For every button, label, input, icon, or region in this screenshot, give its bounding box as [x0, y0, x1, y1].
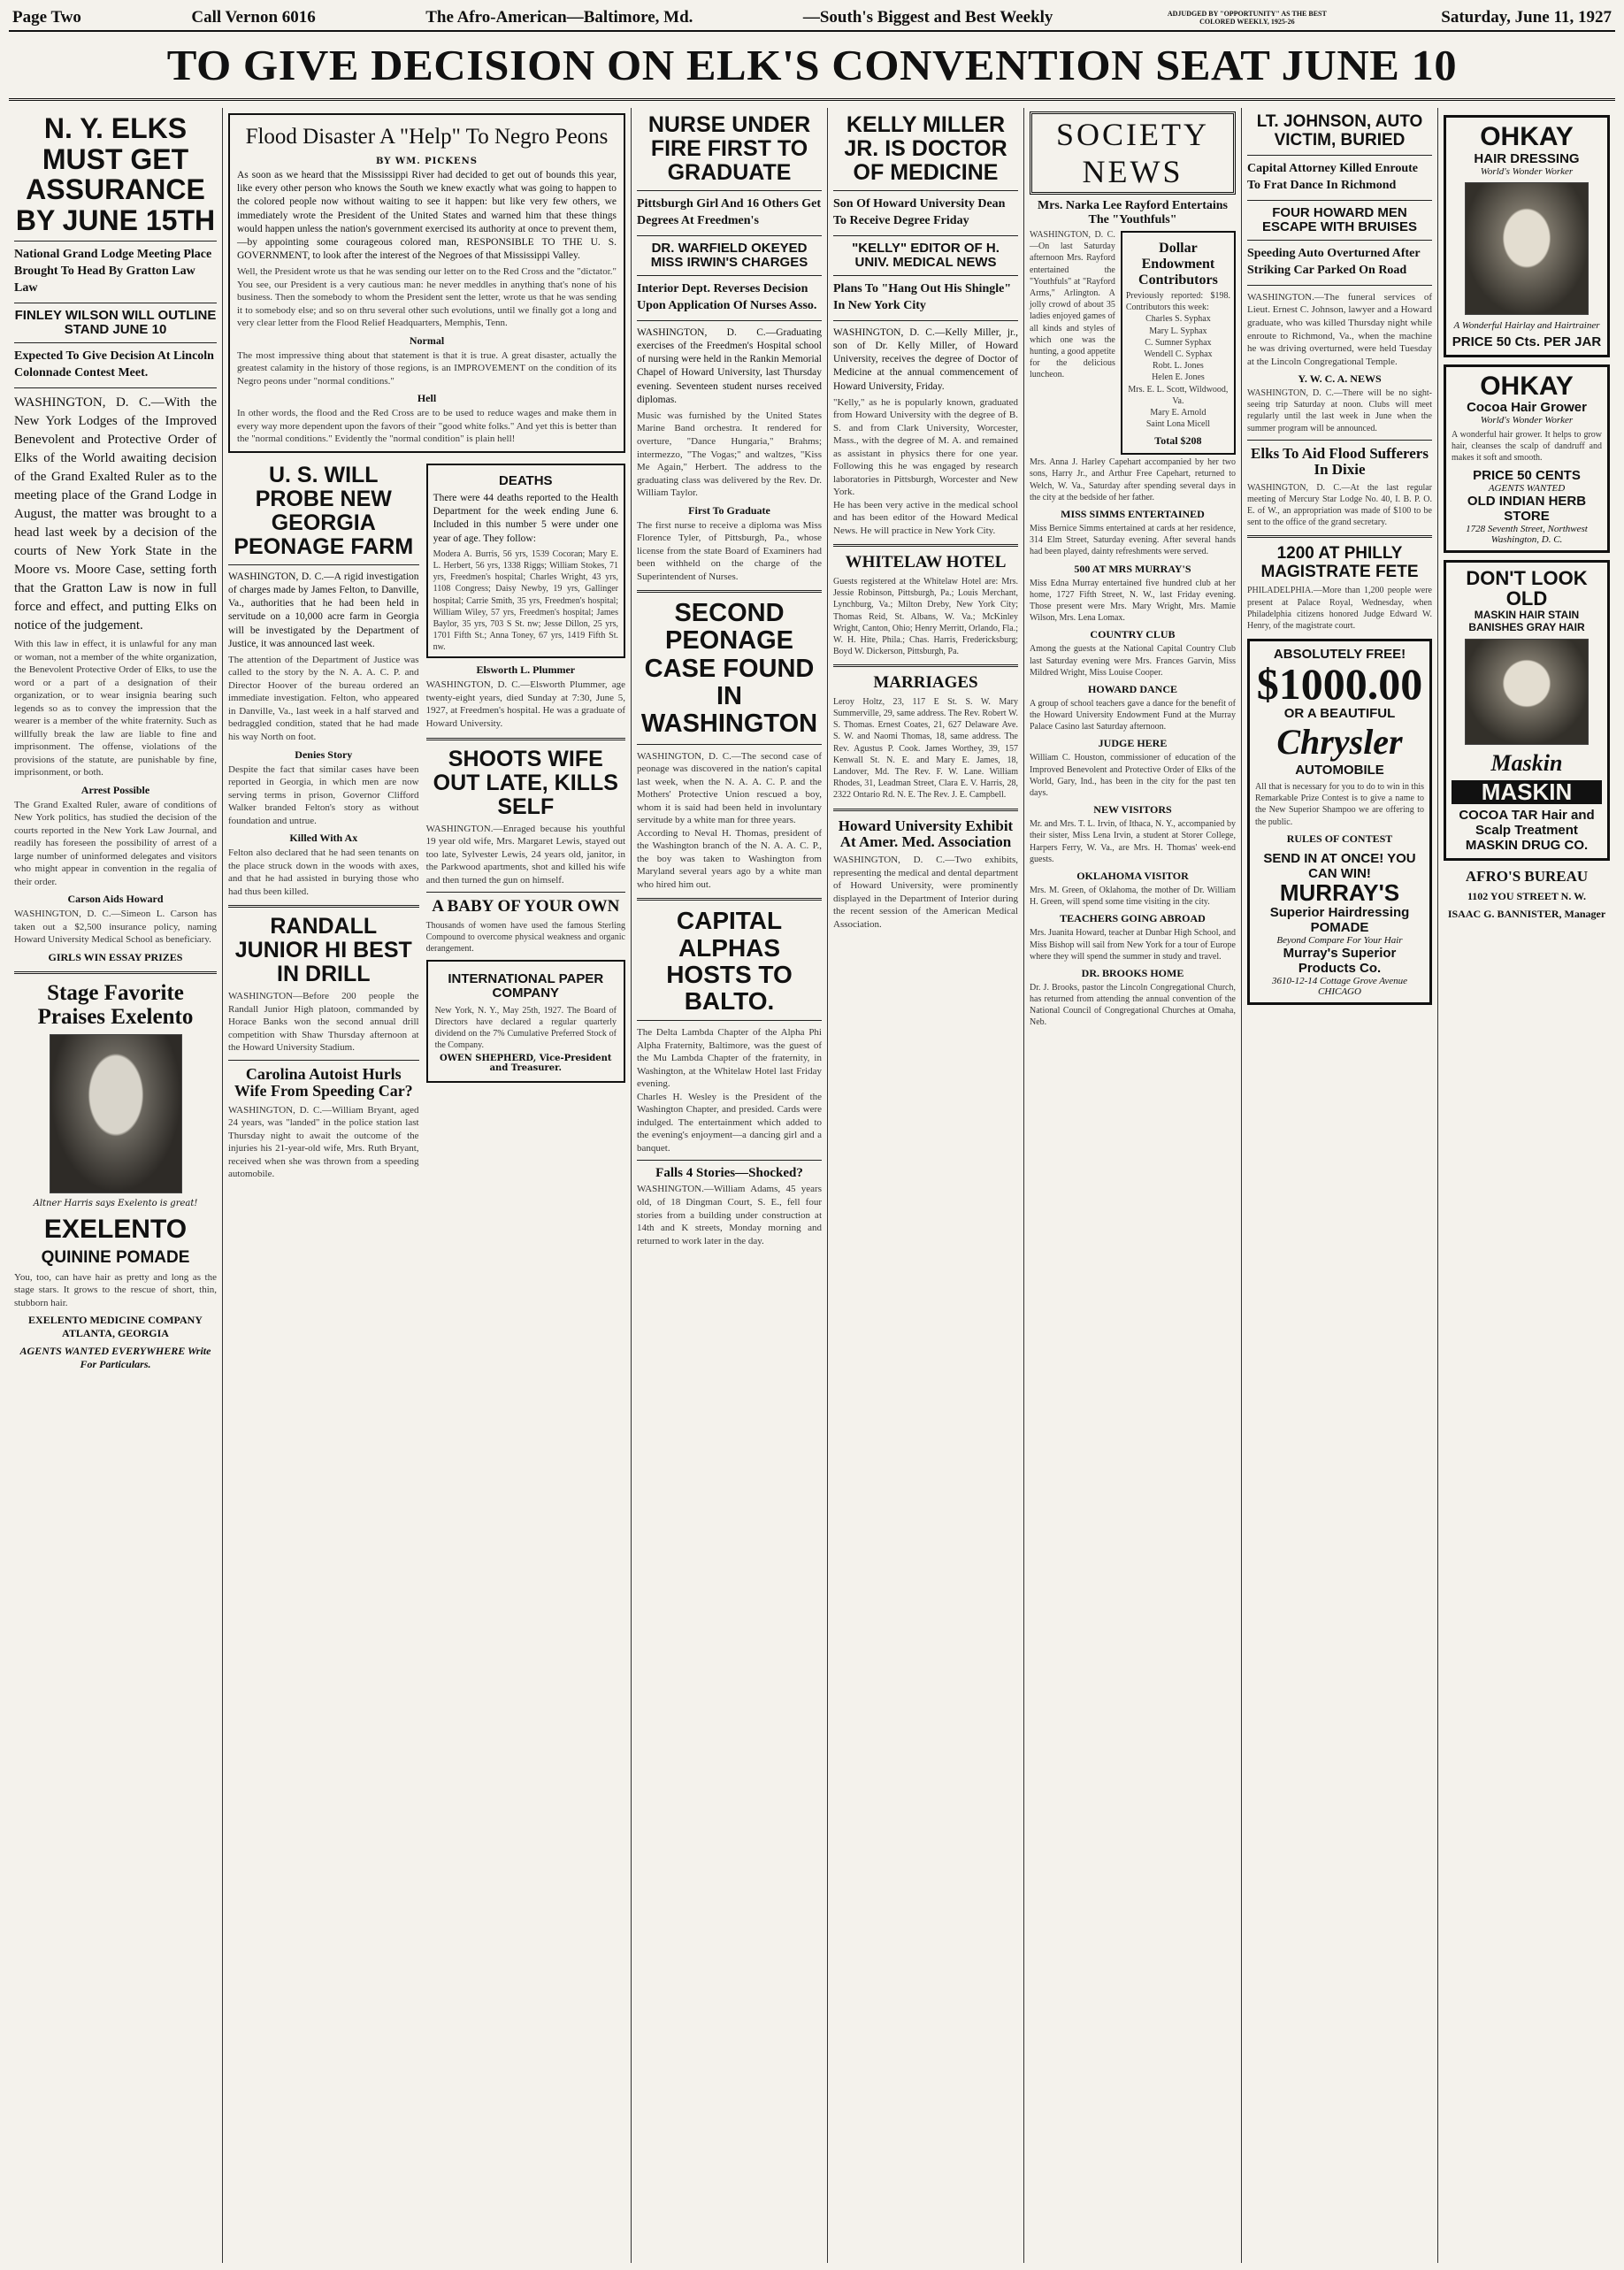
elks-deck-2: FINLEY WILSON WILL OUTLINE STAND JUNE 10: [14, 307, 217, 338]
maskin-company: MASKIN DRUG CO.: [1465, 838, 1589, 854]
flood-box: Flood Disaster A "Help" To Negro Peons BY WM. PICKENS As soon as we heard that the Mississippi River had decided to get out of bounds this year, like every other person who knows the South we knew exactly what was going to happen to the colored people now without waiting to see it happen: but like very few others, we immediately wrote the President of the United States and warned him that these things would happen unless the nation's government exercised its authority at once to prevent them,—by appointing some courageous colored man, RESPONSIBLE TO THE U. S. GOVERNMENT, to look after the interest of the Negroes of that Mississippi Valley. Well, the President wrote us that he was sending our letter on to the Red Cross and the "dictator." You see, our President is a very cautious man: he never meddles in anything that's none of his business. Then the somebody to whom the President sent the letter, wrote us that he was sending it to somebody else; and so on thru several other such evolutions, until we finally got a long and very clear letter from the Flood Relief Headquarters, Memphis, Tenn. Normal The most impressive thing about that statement is that it is true. A great disaster, actually the greatest calamity in the history of those regions, is an IMPROVEMENT on the condition of its Negro peons under "normal conditions." Hell In other words, the flood and the Red Cross are to be used to reduce wages and make them in every way more dependent upon the favors of their "good white folks." And yet this is better than the "normal conditions." Evidently the "normal condition" is plain hell!: [228, 113, 625, 453]
flood-byline: BY WM. PICKENS: [376, 157, 478, 166]
peonage-farm-lead: WASHINGTON, D. C.—A rigid investigation of charges made by James Felton, to Danville, Va., authorities that he had been held in servitude on a 10,000 acre farm in Georgia will be investigated by the Department of Justice, it was announced last week.: [228, 571, 419, 649]
exelento-ad-head: Stage Favorite Praises Exelento: [37, 980, 194, 1029]
simms-sub: MISS SIMMS ENTERTAINED: [1061, 508, 1205, 520]
oklahoma-sub: OKLAHOMA VISITOR: [1076, 869, 1189, 882]
elks-deck-3: Expected To Give Decision At Lincoln Colonnade Contest Meet.: [14, 349, 214, 380]
column-2-left: U. S. WILL PROBE NEW GEORGIA PEONAGE FARM WASHINGTON, D. C.—A rigid investigation of charges made by James Felton, to Danville, Va., authorities that he had been held in servitude on a 10,000 acre farm in Georgia will be investigated by the Department of Justice, it was announced last week. The attention of the Department of Justice was called to the story by the N. A. A. C. P. and Director Hoover of the bureau ordered an immediate investigation. Felton, who appeared in Danville, Va., last week in a half starved and bedraggled condition, stated that he had made his way North on foot. Denies Story Despite the fact that similar cases have been reported in Georgia, in which men are now serving terms in prison, Governor Clifford Walker branded Felton's story as without foundation and untrue. Killed With Ax Felton also declared that he had seen tenants on the place struck down in the woods with axes, and that he had assisted in burying those who had thus been killed. RANDALL JUNIOR HI BEST IN DRILL WASHINGTON—Before 200 people the Randall Junior High platoon, commanded by Horace Banks won the second annual drill competition with Shaw Thursday afternoon at the Howard University Stadium. Carolina Autoist Hurls Wife From Speeding Car? WASHINGTON, D. C.—William Bryant, aged 24 years, was "landed" in the police station last Thursday night to await the outcome of the injuries his 21-year-old wife, Mrs. Ruth Bryant, received when she was thrown from a speeding automobile.: [228, 462, 419, 1180]
column-3: NURSE UNDER FIRE FIRST TO GRADUATE Pittsburgh Girl And 16 Others Get Degrees At Freedmen's DR. WARFIELD OKEYED MISS IRWIN'S CHARGES Interior Dept. Reverses Decision Upon Application Of Nurses Asso. WASHINGTON, D. C.—Graduating exercises of the Freedmen's Hospital school of nursing were held in the Rankin Memorial Chapel of Howard University, last Thursday evening. Seventeen student nurses received diplomas. Music was furnished by the United States Marine Band orchestra. It rendered for overture, "Dance Hungaria," Brahms; intermezzo, "The Vogas;" and waltzes, "Kiss Me Again," Herbert. The address to the graduating class was delivered by the Rev. Dr. William Taylor. First To Graduate The first nurse to receive a diploma was Miss Florence Tyler, of Pittsburgh, Pa., whose license from the state Board of Examiners had been withheld on the charge of the Superintendent of Nurses. SECOND PEONAGE CASE FOUND IN WASHINGTON WASHINGTON, D. C.—The second case of peonage was discovered in the nation's capital last week, when the N. A. A. C. P. and the Mothers' Protective Union rescued a boy, whom it is said had been held in involuntary servitude by a white man for three years. According to Neval H. Thomas, president of the Washington branch of the N. A. A. C. P., the boy was taken to Washington from Maryland several years ago by a white man who hired him out. CAPITAL ALPHAS HOSTS TO BALTO. The Delta Lambda Chapter of the Alpha Phi Alpha Fraternity, Baltimore, was the guest of the Mu Lambda Chapter of the fraternity, in Washington, at the Whitelaw Hotel last Friday evening. Charles H. Wesley is the President of the Washington Chapter, and presided. Cards were indulged. The entertainment which added to the evening's enjoyment—a dancing girl and a banquet. Falls 4 Stories—Shocked? WASHINGTON.—William Adams, 45 years old, of 18 Dingman Court, S. E., fell four stories from a building under construction at 14th and K streets, Monday morning and returned to work later in the day.: [632, 108, 828, 2263]
ohkay-name-2: OHKAY: [1480, 371, 1574, 401]
whitelaw-headline: WHITELAW HOTEL: [845, 553, 1007, 572]
maskin-sub: MASKIN HAIR STAIN BANISHES GRAY HAIR: [1468, 608, 1585, 633]
plummer-sub: Elsworth L. Plummer: [476, 663, 576, 677]
exelento-agents: AGENTS WANTED EVERYWHERE Write For Particulars.: [19, 1345, 211, 1371]
actress-photo: [50, 1034, 182, 1193]
maskin-brand: MASKIN: [1452, 780, 1602, 804]
country-club-sub: COUNTRY CLUB: [1090, 628, 1176, 641]
second-peonage-headline: SECOND PEONAGE CASE FOUND IN WASHINGTON: [640, 599, 818, 739]
phone: Call Vernon 6016: [191, 8, 316, 27]
masthead: [9, 5, 1615, 32]
murray-rules: RULES OF CONTEST: [1286, 832, 1393, 845]
society-news-title: SOCIETY NEWS: [1030, 111, 1236, 195]
herb-store-address: 1728 Seventh Street, Northwest Washington, D. C.: [1466, 523, 1588, 545]
nurse-deck: Pittsburgh Girl And 16 Others Get Degrees At Freedmen's: [637, 197, 822, 227]
essay-prizes-sub: GIRLS WIN ESSAY PRIZES: [48, 950, 183, 963]
rayford-headline: Mrs. Narka Lee Rayford Entertains The "Youthfuls": [1037, 199, 1229, 226]
johnson-headline: LT. JOHNSON, AUTO VICTIM, BURIED: [1256, 112, 1423, 150]
judge-sub: JUDGE HERE: [1098, 737, 1168, 750]
ohkay-ad-2: OHKAY Cocoa Hair Grower World's Wonder Worker A wonderful hair grower. It helps to grow hair, cleanses the scalp of dandruff and makes it soft and smooth. PRICE 50 CENTS AGENTS WANTED OLD INDIAN HERB STORE 1728 Seventh Street, Northwest Washington, D. C.: [1444, 364, 1610, 553]
columns: [9, 108, 1615, 2263]
award-note: ADJUDGED BY "OPPORTUNITY" AS THE BEST COLORED WEEKLY, 1925-26: [1167, 10, 1327, 26]
photo-caption: Altner Harris says Exelento is great!: [33, 1198, 198, 1208]
ohkay-price-1: PRICE 50 Cts. PER JAR: [1452, 334, 1602, 349]
page-number: Page Two: [12, 8, 81, 27]
first-graduate-sub: First To Graduate: [688, 503, 770, 517]
column-4: KELLY MILLER JR. IS DOCTOR OF MEDICINE Son Of Howard University Dean To Receive Degree Friday "KELLY" EDITOR OF H. UNIV. MEDICAL NEWS Plans To "Hang Out His Shingle" In New York City WASHINGTON, D. C.—Kelly Miller, jr., son of Dr. Kelly Miller, of Howard University, receives the degree of Doctor of Medicine at the annual commencement of Howard University, Friday. "Kelly," as he is popularly known, graduated from Howard University with the degree of B. S. and from Clark University, Worcester, Mass., with the degree of M. A. and remained as assistant in physics there for one year. Following this he was engaged by research laboratories in Pittsburgh, Worcester and New York. He has been very active in the medical school and has been editor of the Howard Medical News. He will practice in New York City. WHITELAW HOTEL Guests registered at the Whitelaw Hotel are: Mrs. Jessie Robinson, Pittsburgh, Pa.; Louis Merchant, Lynchburg, Va.; Milton Dreby, New York City; Thomas Reid, St. Albans, W. Va.; McKinley Wright, Canton, Ohio; Henry Merritt, Orlando, Fla.; W. H. Hite, Phila.; Chas. Harris, Fredericksburg; Boyd W. Dickerson, Pittsburgh, Pa. MARRIAGES Leroy Holtz, 23, 117 E St. S. W. Mary Summerville, 29, same address. The Rev. Robert W. S. Thomas. Ernest Coates, 21, 627 Delaware Ave. S. W. and Naomi Thomas, 18, same address. The Rev. Agustus P. Cook. James Worthey, 39, 157 Kenwall St. N. E. and Mary E. James, 18, Landover, Md. The Rev. F. W. Lane. William Rhodes, 31, Leadman Street, Clara E. V. Harris, 28, 2322 Ontario Rd. N. E. The Rev. J. E. Campbell. Howard University Exhibit At Amer. Med. Association WASHINGTON, D. C.—Two exhibits, representing the medical and dental department of Howard University, were prominently displayed in the Department of Interior during the recent session of the American Medical Association.: [828, 108, 1024, 2263]
murray-ad: ABSOLUTELY FREE! $1000.00 OR A BEAUTIFUL Chrysler AUTOMOBILE All that is necessary for you to do to win in this Remarkable Prize Contest is to give a name to the New Superior Shampoo we are offering to the public. RULES OF CONTEST SEND IN AT ONCE! YOU CAN WIN! MURRAY'S Superior Hairdressing POMADE Beyond Compare For Your Hair Murray's Superior Products Co. 3610-12-14 Cottage Grove Avenue CHICAGO: [1247, 639, 1432, 1005]
exelento-company: EXELENTO MEDICINE COMPANY ATLANTA, GEORGIA: [28, 1314, 203, 1340]
murray-send: SEND IN AT ONCE! YOU CAN WIN!: [1263, 850, 1416, 881]
flood-lead: As soon as we heard that the Mississippi River had decided to get out of bounds this year, like every other person who knows the South we knew exactly what was going to happen to the colored people now without waiting to see it happen: but like very few others, we immediately wrote the President of the United States and warned him that these things would happen unless the nation's government exercised its authority at once to prevent them,—by appointing some courageous colored man, RESPONSIBLE TO THE U. S. GOVERNMENT, to look after the interest of the Negroes of that Mississippi Valley.: [237, 170, 617, 262]
column-6: LT. JOHNSON, AUTO VICTIM, BURIED Capital Attorney Killed Enroute To Frat Dance In Richmond FOUR HOWARD MEN ESCAPE WITH BRUISES Speeding Auto Overturned After Striking Car Parked On Road WASHINGTON.—The funeral services of Lieut. Ernest C. Johnson, lawyer and a Howard graduate, who was killed Thursday night while enroute to Richmond, Va., when the machine he was driving overturned, were held Tuesday at the Lincoln Congregational Temple. Y. W. C. A. NEWS WASHINGTON, D. C.—There will be no sight-seeing trip Saturday at noon. Clubs will meet regularly until the last week in June when the summer program will be announced. Elks To Aid Flood Sufferers In Dixie WASHINGTON, D. C.—At the last regular meeting of Mercury Star Lodge No. 40, I. B. P. O. E. of W., an appropriation was made of $100 to be sent to the office of the grand secretary. 1200 AT PHILLY MAGISTRATE FETE PHILADELPHIA.—More than 1,200 people were present at Palace Royal, Wednesday, when Philadelphia citizens honored Judge Edward W. Henry, of the magistrate court. ABSOLUTELY FREE! $1000.00 OR A BEAUTIFUL Chrysler AUTOMOBILE All that is necessary for you to do to win in this Remarkable Prize Contest is to give a name to the New Superior Shampoo we are offering to the public. RULES OF CONTEST SEND IN AT ONCE! YOU CAN WIN! MURRAY'S Superior Hairdressing POMADE Beyond Compare For Your Hair Murray's Superior Products Co. 3610-12-14 Cottage Grove Avenue CHICAGO: [1242, 108, 1438, 2263]
murray-automobile: AUTOMOBILE: [1295, 763, 1384, 778]
visitors-sub: NEW VISITORS: [1093, 803, 1172, 817]
murray-company: Murray's Superior Products Co.: [1283, 946, 1397, 977]
maskin-ad: [1444, 560, 1610, 861]
afro-bureau-manager: ISAAC G. BANNISTER, Manager: [1447, 908, 1606, 921]
woman-portrait-2: [1465, 639, 1589, 745]
endowment-title: Dollar Endowment Contributors: [1138, 241, 1218, 288]
deaths-box: DEATHS There were 44 deaths reported to the Health Department for the week ending June 6. Included in this number 5 were under one year of age. They follow: Modera A. Burris, 56 yrs, 1539 Cocoran; Mary E. L. Herbert, 56 yrs, 1338 Riggs; William Stokes, 71 yrs, Freedmen's hospital; Charles Wright, 43 yrs, 1108 Congress; Daisy Newby, 19 yrs, Gallinger hospital; Carrie Smith, 35 yrs, Freedmen's hospital; William Wiley, 57 yrs, Freedmen's hospital; James Baylor, 35 yrs, 703 S St. nw; Jesse Dillon, 25 yrs, 1701 Fifth St.; Anna Toney, 67 yrs, 1419 Fifth St. nw.: [426, 464, 625, 659]
marriages-headline: MARRIAGES: [873, 673, 978, 693]
elks-aid-headline: Elks To Aid Flood Sufferers In Dixie: [1251, 444, 1429, 479]
normal-sub: Normal: [409, 334, 445, 347]
kelly-headline: KELLY MILLER JR. IS DOCTOR OF MEDICINE: [844, 112, 1007, 185]
teachers-sub: TEACHERS GOING ABROAD: [1060, 912, 1206, 925]
kelly-deck: Son Of Howard University Dean To Receive Degree Friday: [833, 197, 1006, 227]
afro-bureau-address: 1102 YOU STREET N. W.: [1467, 890, 1587, 903]
murray-name: MURRAY'S: [1279, 878, 1400, 906]
column-2: [223, 108, 632, 2263]
murray-pomade: Superior Hairdressing POMADE: [1269, 905, 1410, 936]
intl-paper-box: INTERNATIONAL PAPER COMPANY New York, N. Y., May 25th, 1927. The Board of Directors have declared a regular quarterly dividend on the 7% Cumulative Preferred Stock of the Company. OWEN SHEPHERD, Vice-President and Treasurer.: [426, 960, 625, 1083]
murray-beyond: Beyond Compare For Your Hair: [1276, 935, 1403, 947]
johnson-deck: Capital Attorney Killed Enroute To Frat Dance In Richmond: [1247, 162, 1419, 192]
alphas-headline: CAPITAL ALPHAS HOSTS TO BALTO.: [666, 907, 793, 1016]
column-2-right: DEATHS There were 44 deaths reported to the Health Department for the week ending June 6. Included in this number 5 were under one year of age. They follow: Modera A. Burris, 56 yrs, 1539 Cocoran; Mary E. L. Herbert, 56 yrs, 1338 Riggs; William Stokes, 71 yrs, Freedmen's hospital; Charles Wright, 43 yrs, 1108 Congress; Daisy Newby, 19 yrs, Gallinger hospital; Carrie Smith, 35 yrs, Freedmen's hospital; William Wiley, 57 yrs, Freedmen's hospital; James Baylor, 35 yrs, 703 S St. nw; Jesse Dillon, 25 yrs, 1701 Fifth St.; Anna Toney, 67 yrs, 1419 Fifth St. nw. Elsworth L. Plummer WASHINGTON, D. C.—Elsworth Plummer, age twenty-eight years, died Sunday at 7:30, June 5, 1927, at Freedmen's hospital. He was a graduate of Howard University. SHOOTS WIFE OUT LATE, KILLS SELF WASHINGTON.—Enraged because his youthful 19 year old wife, Mrs. Margaret Lewis, stayed out too late, Sylvester Lewis, 24 years old, janitor, in the Parkwood apartments, shot and killed his wife and then turned the gun on himself. A BABY OF YOUR OWN Thousands of women have used the famous Sterling Compound to overcome physical weakness and organic derangement. INTERNATIONAL PAPER COMPANY New York, N. Y., May 25th, 1927. The Board of Directors have declared a regular quarterly dividend on the 7% Cumulative Preferred Stock of the Company. OWEN SHEPHERD, Vice-President and Treasurer.: [426, 458, 625, 1181]
kelly-editor-headline: "KELLY" EDITOR OF H. UNIV. MEDICAL NEWS: [852, 240, 1000, 270]
kelly-lead: WASHINGTON, D. C.—Kelly Miller, jr., son of Dr. Kelly Miller, of Howard University, receives the degree of Doctor of Medicine at the annual commencement of Howard University, Friday.: [833, 326, 1018, 392]
carson-sub: Carson Aids Howard: [67, 893, 164, 906]
elks-headline: N. Y. ELKS MUST GET ASSURANCE BY JUNE 15TH: [15, 112, 216, 236]
column-7: [1438, 108, 1615, 2263]
killed-with-ax-sub: Killed With Ax: [289, 832, 358, 845]
ohkay-price-2: PRICE 50 CENTS: [1473, 467, 1581, 483]
exelento-name: EXELENTO: [43, 1214, 188, 1244]
exelento-product: QUININE POMADE: [41, 1248, 190, 1268]
elks-deck-1: National Grand Lodge Meeting Place Brought To Head By Gratton Law Law: [14, 248, 212, 295]
hell-sub: Hell: [417, 392, 437, 405]
arrest-possible-sub: Arrest Possible: [80, 783, 150, 796]
slogan: —South's Biggest and Best Weekly: [802, 8, 1053, 27]
four-howard-headline: FOUR HOWARD MEN ESCAPE WITH BRUISES: [1261, 204, 1418, 234]
maskin-head: DON'T LOOK OLD: [1466, 566, 1588, 610]
endowment-total: Total $208: [1154, 434, 1202, 448]
exhibit-headline: Howard University Exhibit At Amer. Med. Association: [838, 817, 1014, 850]
baby-headline: A BABY OF YOUR OWN: [432, 897, 620, 916]
four-howard-deck: Speeding Auto Overturned After Striking Car Parked On Road: [1247, 247, 1421, 278]
denies-story-sub: Denies Story: [295, 748, 353, 761]
murray-chrysler: Chrysler: [1276, 722, 1403, 763]
banner-headline: TO GIVE DECISION ON ELK'S CONVENTION SEAT JUNE 10: [166, 41, 1458, 89]
endowment-lead: Previously reported: $198. Contributors this week:: [1125, 291, 1230, 313]
warfield-deck: Interior Dept. Reverses Decision Upon Application Of Nurses Asso.: [637, 282, 817, 313]
elks-lead: WASHINGTON, D. C.—With the New York Lodges of the Improved Benevolent and Protective Order of Elks of the World awaiting decision of the Grand Exalted Ruler as to the meeting place of the Grand Lodge in August, the matter was brought to a head last week by a decision of the courts of New York State in the Moore vs. Moore Case, setting forth that the Gratton Law is now in full force and effect, and putting Elks on notice of the judgement.: [14, 395, 217, 633]
shoots-wife-headline: SHOOTS WIFE OUT LATE, KILLS SELF: [433, 746, 618, 819]
ohkay-tag-1: World's Wonder Worker: [1480, 165, 1574, 177]
ohkay-ad-1: [1444, 115, 1610, 357]
endowment-box: Dollar Endowment Contributors Previously reported: $198. Contributors this week: Charles S. Syphax Mary L. Syphax C. Sumner Syphax Wendell C. Syphax Robt. L. Jones Helen E. Jones Mrs. E. L. Scott, Wildwood, Va. Mary E. Arnold Saint Lona Micell Total $208: [1121, 231, 1236, 455]
murray-absolutely: ABSOLUTELY FREE!: [1273, 647, 1406, 663]
herb-store: OLD INDIAN HERB STORE: [1467, 493, 1587, 524]
nurse-headline: NURSE UNDER FIRE FIRST TO GRADUATE: [647, 112, 811, 185]
issue-date: Saturday, June 11, 1927: [1441, 8, 1612, 27]
afro-bureau: AFRO'S BUREAU: [1465, 868, 1589, 886]
deaths-lead: There were 44 deaths reported to the Health Department for the week ending June 6. Included in this number 5 were under one year of age. They follow:: [433, 493, 618, 544]
maskin-name: Maskin: [1490, 749, 1563, 776]
woman-portrait-1: [1465, 182, 1589, 315]
ohkay-product-1: HAIR DRESSING: [1474, 150, 1580, 166]
ohkay-tag-1b: A Wonderful Hairlay and Hairtrainer: [1453, 319, 1600, 331]
howard-dance-sub: HOWARD DANCE: [1087, 682, 1177, 695]
deaths-headline: DEATHS: [499, 472, 553, 488]
randall-headline: RANDALL JUNIOR HI BEST IN DRILL: [234, 914, 412, 987]
brooks-sub: DR. BROOKS HOME: [1081, 966, 1184, 979]
warfield-headline: DR. WARFIELD OKEYED MISS IRWIN'S CHARGES: [650, 240, 808, 270]
nurse-lead: WASHINGTON, D. C.—Graduating exercises of the Freedmen's Hospital school of nursing were held in the Rankin Memorial Chapel of Howard University, last Thursday evening. Seventeen student nurses received diplomas.: [637, 326, 822, 405]
ywca-sub: Y. W. C. A. NEWS: [1298, 372, 1382, 386]
ohkay-product-2: Cocoa Hair Grower: [1467, 400, 1587, 415]
murray-money: $1000.00: [1256, 659, 1423, 709]
falls-headline: Falls 4 Stories—Shocked?: [655, 1166, 803, 1181]
newspaper-page: [9, 5, 1615, 2263]
murray-address: 3610-12-14 Cottage Grove Avenue CHICAGO: [1271, 976, 1408, 998]
peonage-farm-headline: U. S. WILL PROBE NEW GEORGIA PEONAGE FARM: [234, 462, 414, 559]
column-5: SOCIETY NEWS Mrs. Narka Lee Rayford Entertains The "Youthfuls" WASHINGTON, D. C.—On last Saturday afternoon Mrs. Rayford entertained the "Youthfuls" at "Rayford Arms," Arlington. A jolly crowd of about 35 ladies enjoyed games of all kinds and styles of which one was the hunting, a good appetite for the delicious luncheon. Dollar Endowment Contributors Previously reported: $198. Contributors this week: Charles S. Syphax Mary L. Syphax C. Sumner Syphax Wendell C. Syphax Robt. L. Jones Helen E. Jones Mrs. E. L. Scott, Wildwood, Va. Mary E. Arnold Saint Lona Micell Total $208 Mrs. Anna J. Harley Capehart accompanied by her two sons, Harry Jr., and Arthur Free Capehart, returned to Welch, W. Va., Saturday after spending several days in the city at the bedside of her father. MISS SIMMS ENTERTAINED Miss Bernice Simms entertained at cards at her residence, 314 Elm Street, Saturday evening. After several hands had been played, dainty refreshments were served. 500 AT MRS MURRAY'S Miss Edna Murray entertained five hundred club at her home, 1727 Fifth Street, N. W., last Friday evening. Those present were Mrs. Mary Wright, Mrs. Mamie Wilson, Mrs. Lena Lomax. COUNTRY CLUB Among the guests at the National Capital Country Club last Saturday evening were Mrs. Frances Garvin, Miss Mildred Wright, Miss Louise Cooper. HOWARD DANCE A group of school teachers gave a dance for the benefit of the Howard University Endowment Fund at the Murray Palace Casino last Saturday afternoon. JUDGE HERE William C. Houston, commissioner of education of the Improved Benevolent and Protective Order of Elks of the World, Gary, Ind., has been in the city for the past ten days. NEW VISITORS Mr. and Mrs. T. L. Irvin, of Ithaca, N. Y., accompanied by their sister, Miss Lena Irvin, a student at Storer College, Harpers Ferry, W. Va., are Mrs. H. Thomas' week-end guests. OKLAHOMA VISITOR Mrs. M. Green, of Oklahoma, the mother of Dr. William H. Green, will spend some time visiting in the city. TEACHERS GOING ABROAD Mrs. Juanita Howard, teacher at Dunbar High School, and Miss Bishop will sail from New York for a tour of Europe where they will spend the summer in study and travel. DR. BROOKS HOME Dr. J. Brooks, pastor the Lincoln Congregational Church, has returned from attending the annual convention of the National Council of Congregational Churches at Omaha, Neb.: [1024, 108, 1242, 2263]
murray-sub: 500 AT MRS MURRAY'S: [1074, 562, 1191, 575]
column-1: N. Y. ELKS MUST GET ASSURANCE BY JUNE 15TH National Grand Lodge Meeting Place Brought To Head By Gratton Law Law FINLEY WILSON WILL OUTLINE STAND JUNE 10 Expected To Give Decision At Lincoln Colonnade Contest Meet. WASHINGTON, D. C.—With the New York Lodges of the Improved Benevolent and Protective Order of Elks of the World awaiting decision of the Grand Exalted Ruler as to the meeting place of the Grand Lodge in August, the matter was brought to a head last week by a decision of the courts of New York State in the Moore vs. Moore Case, setting forth that the Gratton Law is now in full force and effect, and putting Elks on notice of the judgement. With this law in effect, it is unlawful for any man or woman, not a member of the white organization, the Benevolent Protective Order of Elks, to use the word or a part of a designation of their organization, or to wear insignia bearing such legends so as to convey the impression that the wearer is a member of the white fraternity. Such as willfully break the law are liable to fine and imprisonment. The offense, violations of the provisions of the statute, are punishable by fine, imprisonment, or both. Arrest Possible The Grand Exalted Ruler, aware of conditions of New York politics, has studied the decision of the courts reported in the New York Law Journal, and readily has foreseen the possibility of arrest of a large number of uninformed delegates and visitors who might appear in convention in the regalia of their order. Carson Aids Howard WASHINGTON, D. C.—Simeon L. Carson has taken out a $2,500 insurance policy, naming Howard University Medical School as beneficiary. GIRLS WIN ESSAY PRIZES Stage Favorite Praises Exelento Altner Harris says Exelento is great! EXELENTO QUININE POMADE You, too, can have hair as pretty and long as the stage stars. It grows to the rescue of short, thin, stubborn hair. EXELENTO MEDICINE COMPANY ATLANTA, GEORGIA AGENTS WANTED EVERYWHERE Write For Particulars.: [9, 108, 223, 2263]
ohkay-agents: AGENTS WANTED: [1488, 482, 1566, 494]
philly-headline: 1200 AT PHILLY MAGISTRATE FETE: [1260, 544, 1419, 581]
banner-headline-wrap: [9, 32, 1615, 101]
murray-or: OR A BEAUTIFUL: [1283, 706, 1396, 722]
intl-paper-headline: INTERNATIONAL PAPER COMPANY: [448, 971, 604, 1001]
elks-continuation: With this law in effect, it is unlawful for any man or woman, not a member of the white organization, the Benevolent Protective Order of Elks, to use the word or a part of a designation of their organization, or to wear insignia bearing such legends so as to convey the impression that the wearer is a member of the white fraternity. Such as willfully break the law are liable to fine and imprisonment. The offense, violations of the provisions of the statute, are punishable by fine, imprisonment, or both.: [14, 639, 217, 778]
paper-name: The Afro-American—Baltimore, Md.: [425, 8, 693, 27]
ohkay-name-1: OHKAY: [1480, 122, 1574, 151]
carolina-headline: Carolina Autoist Hurls Wife From Speeding Car?: [234, 1064, 413, 1100]
ohkay-tag-2: World's Wonder Worker: [1480, 415, 1574, 426]
flood-title: Flood Disaster A "Help" To Negro Peons: [245, 125, 609, 149]
kelly-deck-2: Plans To "Hang Out His Shingle" In New York City: [833, 282, 1012, 313]
intl-paper-sign: OWEN SHEPHERD, Vice-President and Treasurer.: [440, 1054, 612, 1074]
maskin-product: COCOA TAR Hair and Scalp Treatment: [1459, 808, 1595, 839]
